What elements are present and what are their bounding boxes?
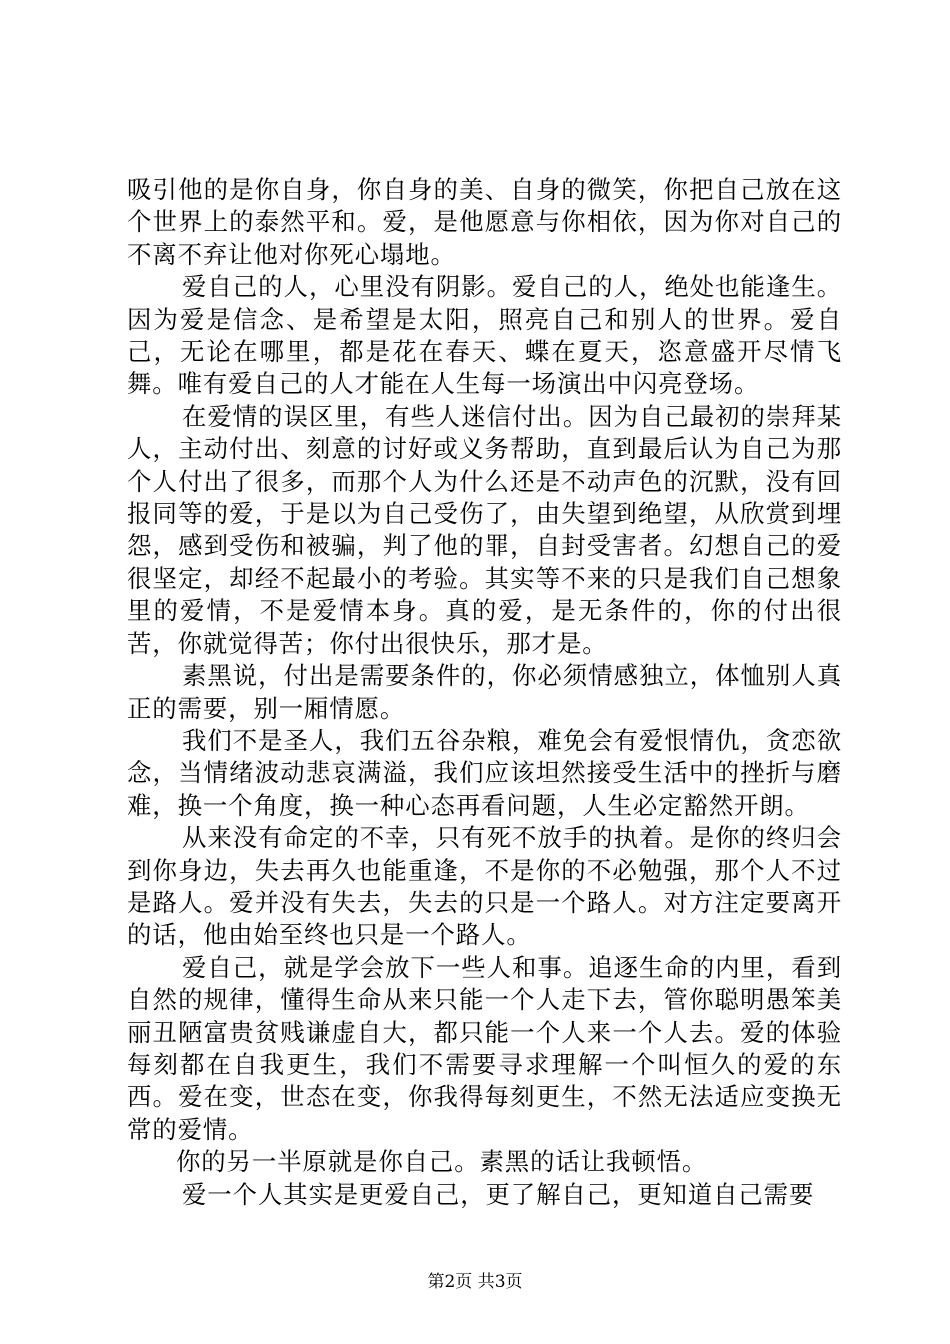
- paragraph-1: 吸引他的是你自身，你自身的美、自身的微笑，你把自己放在这个世界上的泰然平和。爱，是他愿意与你相依，因为你对自己的不离不弃让他对你死心塌地。: [127, 175, 842, 269]
- paragraph-9: 爱一个人其实是更爱自己，更了解自己，更知道自己需要: [182, 1179, 815, 1209]
- paragraph-4: 素黑说，付出是需要条件的，你必须情感独立，体恤别人真正的需要，别一厢情愿。: [127, 661, 842, 723]
- document-body: [127, 174, 842, 1211]
- paragraph-7: 爱自己，就是学会放下一些人和事。追逐生命的内里，看到自然的规律，懂得生命从来只能一个人走下去，管你聪明愚笨美丽丑陋富贵贫贱谦虚自大，都只能一个人来一个人去。爱的体验每刻都在自我更生，我们不需要寻求理解一个叫恒久的爱的东西。爱在变，世态在变，你我得每刻更生，不然无法适应变换无常的爱情。: [127, 952, 842, 1144]
- paragraph-8: 你的另一半原就是你自己。素黑的话让我顿悟。: [176, 1147, 708, 1177]
- paragraph-5: 我们不是圣人，我们五谷杂粮，难免会有爱恨情仇，贪恋欲念，当情绪波动悲哀满溢，我们应该坦然接受生活中的挫折与磨难，换一个角度，换一种心态再看问题，人生必定豁然开朗。: [127, 725, 842, 820]
- paragraph-6: 从来没有命定的不幸，只有死不放手的执着。是你的终归会到你身边，失去再久也能重逢，不是你的不必勉强，那个人不过是路人。爱并没有失去，失去的只是一个路人。对方注定要离开的话，他由始至终也只是一个路人。: [127, 823, 842, 950]
- paragraph-3: 在爱情的误区里，有些人迷信付出。因为自己最初的崇拜某人，主动付出、刻意的讨好或义务帮助，直到最后认为自己为那个人付出了很多，而那个人为什么还是不动声色的沉默，没有回报同等的爱，于是以为自己受伤了，由失望到绝望，从欣赏到埋怨，感到受伤和被骗，判了他的罪，自封受害者。幻想自己的爱很坚定，却经不起最小的考验。其实等不来的只是我们自己想象里的爱情，不是爱情本身。真的爱，是无条件的，你的付出很苦，你就觉得苦；你付出很快乐，那才是。: [127, 401, 842, 658]
- page-number-footer: 第2页 共3页: [427, 1272, 523, 1292]
- paragraph-2: 爱自己的人，心里没有阴影。爱自己的人，绝处也能逢生。因为爱是信念、是希望是太阳，照亮自己和别人的世界。爱自己，无论在哪里，都是花在春天、蝶在夏天，恣意盛开尽情飞舞。唯有爱自己的人才能在人生每一场演出中闪亮登场。: [127, 272, 842, 399]
